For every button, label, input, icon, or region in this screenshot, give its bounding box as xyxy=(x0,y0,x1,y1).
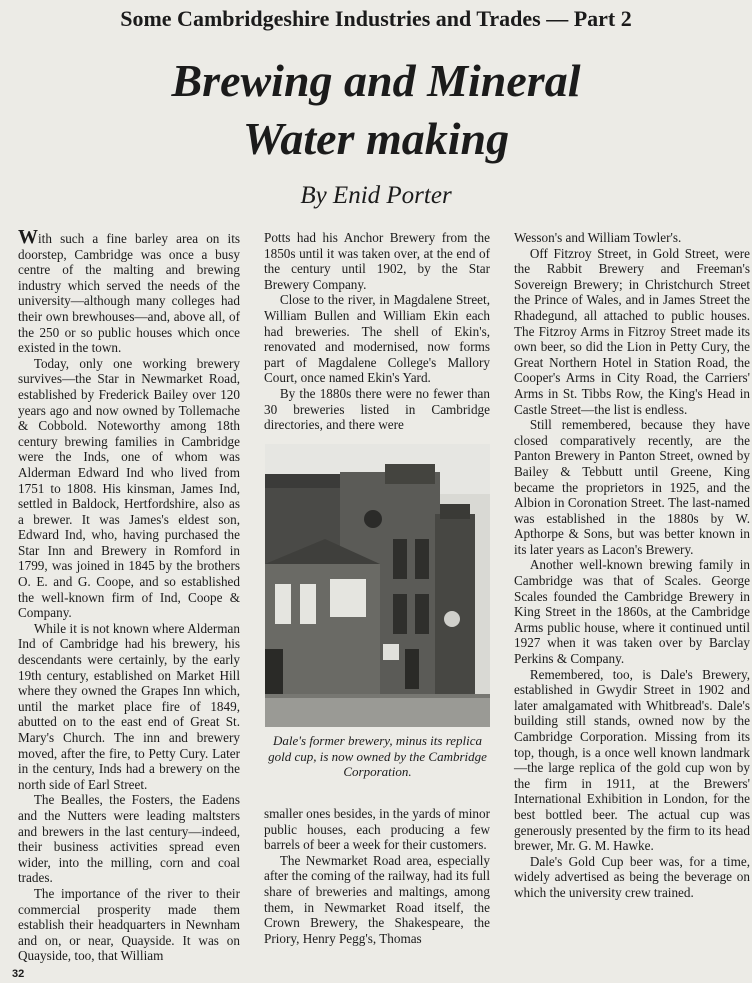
paragraph: Dale's Gold Cup beer was, for a time, widely advertised as being the beverage on which the university crew trained. xyxy=(514,853,750,900)
paragraph: Close to the river, in Magdalene Street, William Bullen and William Ekin each had breweries. The shell of Ekin's, renovated and modernised, now forms part of Magdalene College's Mallory Court, once named Ekin's Yard. xyxy=(264,292,490,386)
paragraph: The importance of the river to their commercial prosperity made them establish their headquarters in Newnham and on, or near, Quayside. It was on Quayside, too, that William xyxy=(18,885,240,964)
column-3 xyxy=(514,230,750,901)
brewery-photo xyxy=(265,444,490,727)
paragraph: smaller ones besides, in the yards of minor public houses, each producing a few barrels of beer a week for their customers. xyxy=(264,806,490,853)
column-2-bottom xyxy=(264,806,490,946)
column-1 xyxy=(18,226,240,964)
paragraph: The Bealles, the Fosters, the Eadens and the Nutters were leading maltsters and brewers in the last century—indeed, their business activities spread even wider, into the milling, corn and coal trades. xyxy=(18,792,240,886)
paragraph: Potts had his Anchor Brewery from the 1850s until it was taken over, at the end of the century until 1902, by the Star Brewery Company. xyxy=(264,230,490,292)
paragraph-text: ith such a fine barley area on its doorstep, Cambridge was once a busy centre of the malting and brewing industry which served the needs of the university—although many colleges had their own brewhouses—and, above all, of the 250 or so public houses which once existed in the town. xyxy=(18,231,240,356)
paragraph: Off Fitzroy Street, in Gold Street, were the Rabbit Brewery and Freeman's Sovereign Brewery; in Christchurch Street the Prince of Wales, and in James Street the Rhadegund, all attached to public houses. The Fitzroy Arms in Fitzroy Street made its own beer, so did the Lion in Petty Cury, the Great Northern Hotel in Station Road, the Cooper's Arms in City Road, the Carriers' Arms in St. Tibbs Row, the King's Head in Castle Street—the list is endless. xyxy=(514,245,750,417)
article-title-line-2: Water making xyxy=(242,113,510,164)
paragraph: While it is not known where Alderman Ind of Cambridge had his brewery, his descendants were certainly, by the early 19th century, established on Market Hill where they owned the Grapes Inn which, until the market place fire of 1849, abutted on to the east end of Great St. Mary's Church. The inn and brewery moved, after the fire, to Petty Cury. Later in the century, Inds had a brewery on the north side of Earl Street. xyxy=(18,620,240,792)
paragraph: Still remembered, because they have closed comparatively recently, are the Panton Brewery in Panton Street, owned by Bailey & Tebbutt until Greene, King became the proprietors in 1925, and the Albion in Coronation Street. The last-named was established in the 1880s by W. Apthorpe & Sons, but was better known in its later years as Lacon's Brewery. xyxy=(514,417,750,557)
column-2-top xyxy=(264,230,490,433)
byline: By Enid Porter xyxy=(300,182,452,209)
paragraph: Remembered, too, is Dale's Brewery, established in Gwydir Street in 1902 and later amalgamated with Whitbread's. Dale's building still stands, owned now by the Cambridge Corporation. Missing from its top, though, is a once well known landmark—the large replica of the gold cup won by the firm in 1911, at the Brewers' International Exhibition in London, for the best bottled beer. The actual cup was generously presented by the firm to its head brewer, Mr. G. M. Hawke. xyxy=(514,666,750,854)
drop-cap: W xyxy=(18,226,38,248)
brewery-building-illustration xyxy=(265,444,490,727)
paragraph: Today, only one working brewery survives—the Star in Newmarket Road, established by Frederick Bailey over 120 years ago and now owned by Tollemache & Cobbold. Noteworthy among 18th century brewing families in Cambridge were the Inds, one of whom was Alderman Edward Ind who lived from 1751 to 1808. His kinsman, James Ind, settled in Baldock, Hertfordshire, also as a brewer. It was James's eldest son, Edward Ind, who, having purchased the Star Inn and Brewery in Romford in 1799, was joined in 1845 by the brothers O. E. and G. Coope, and so established the well-known firm of Ind, Coope & Company. xyxy=(18,355,240,621)
photo-caption: Dale's former brewery, minus its replica gold cup, is now owned by the Cambridge Corporation. xyxy=(268,733,487,779)
paragraph: Wesson's and William Towler's. xyxy=(514,230,682,245)
article-title-line-1: Brewing and Mineral xyxy=(171,55,581,106)
paragraph: Another well-known brewing family in Cambridge was that of Scales. George Scales founded the Cambridge Brewery in King Street in the 1860s, at the Cambridge Arms public house, where it continued until 1927 when it was taken over by Barclay Perkins & Company. xyxy=(514,557,750,667)
paragraph xyxy=(18,226,240,356)
paragraph: The Newmarket Road area, especially after the coming of the railway, had its full share of breweries and maltings, among them, in Newmarket Road itself, the Crown Brewery, the Shakespeare, the Priory, Henry Pegg's, Thomas xyxy=(264,852,490,946)
series-heading: Some Cambridgeshire Industries and Trades — Part 2 xyxy=(120,6,632,31)
page-number: 32 xyxy=(12,968,25,980)
paragraph: By the 1880s there were no fewer than 30 breweries listed in Cambridge directories, and there were xyxy=(264,385,490,433)
